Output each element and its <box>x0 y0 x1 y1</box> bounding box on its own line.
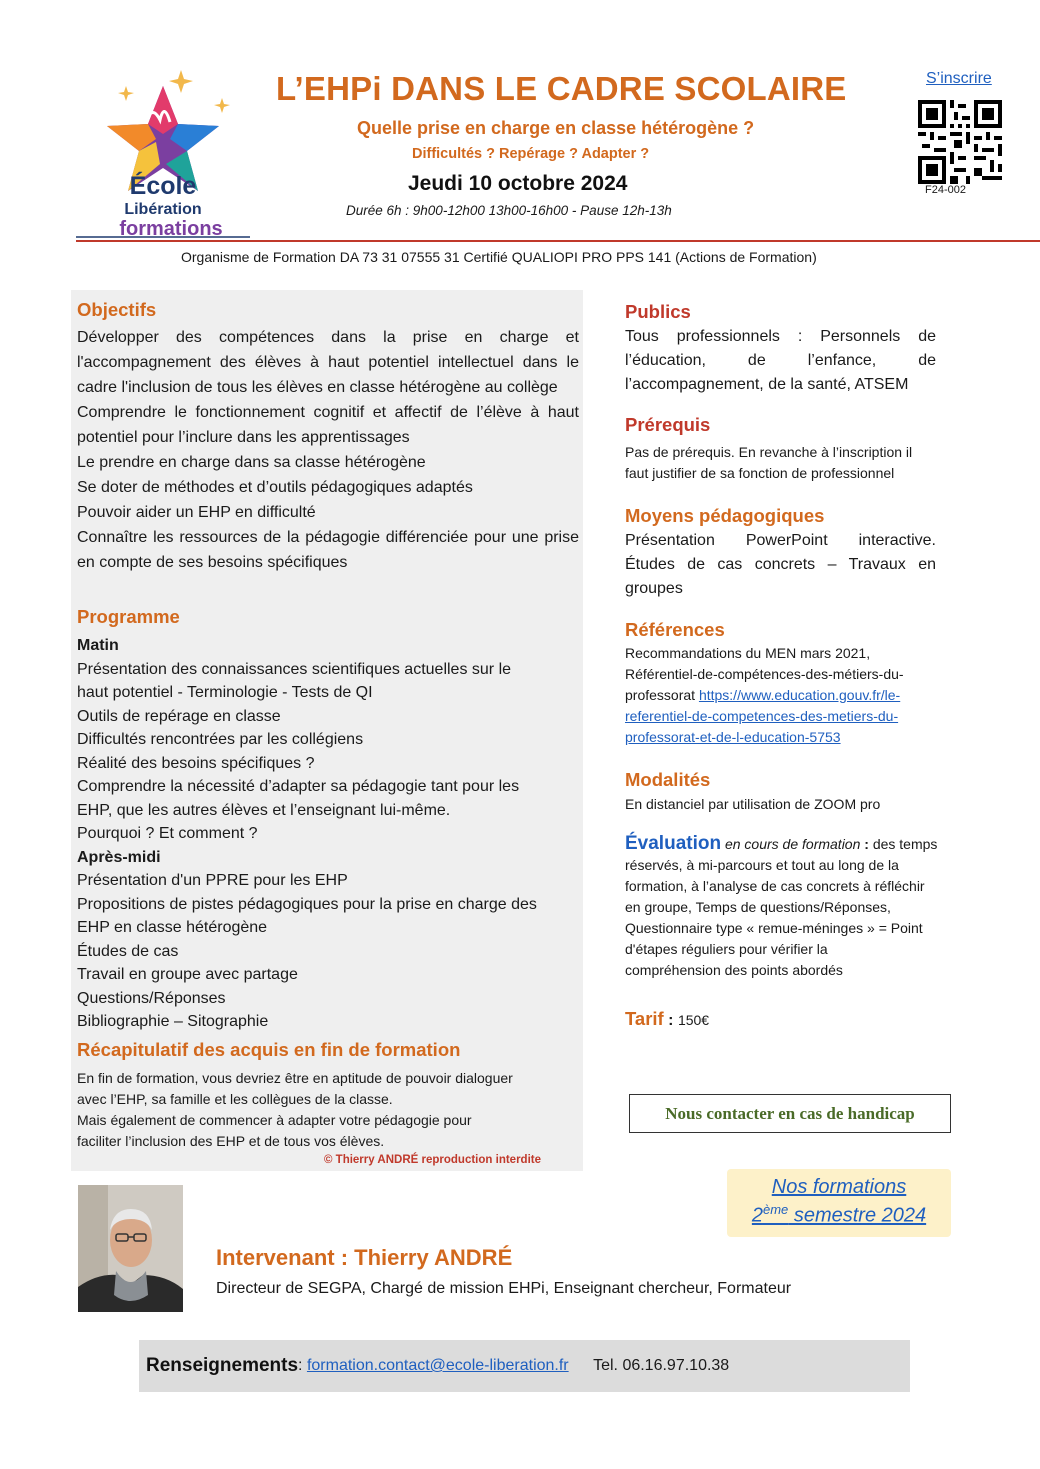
formations-link-line2[interactable]: 2ème semestre 2024 <box>751 1202 927 1227</box>
formations-link-line1[interactable]: Nos formations <box>771 1176 907 1198</box>
programme-item: Études de cas <box>77 942 179 960</box>
prerequis-text <box>625 442 955 484</box>
objectifs-list <box>77 325 579 575</box>
programme-item: Bibliographie – Sitographie <box>77 1013 269 1030</box>
objectifs-heading: Objectifs <box>77 299 157 320</box>
evaluation-line: des temps <box>872 836 938 852</box>
prerequis-line: faut justifier de sa fonction de professionnel <box>625 465 895 481</box>
modalites-text: En distanciel par utilisation de ZOOM pro <box>625 796 881 812</box>
logo-line3: formations <box>119 218 223 240</box>
speaker-role: Directeur de SEGPA, Chargé de mission EHPi, Enseignant chercheur, Formateur <box>216 1280 792 1297</box>
references-text <box>625 643 965 748</box>
programme-item: Pourquoi ? Et comment ? <box>77 825 258 842</box>
evaluation-section <box>625 833 975 981</box>
contact-phone: Tel. 06.16.97.10.38 <box>593 1357 730 1374</box>
evaluation-line: réservés, à mi-parcours et tout au long de la <box>625 857 899 873</box>
recap-line: En fin de formation, vous devriez être en aptitude de pouvoir dialoguer <box>77 1070 513 1086</box>
page-title: L’EHPi DANS LE CADRE SCOLAIRE <box>276 70 847 107</box>
reference-line: professorat <box>625 687 699 703</box>
programme-item: haut potentiel - Terminologie - Tests de QI <box>77 684 373 701</box>
reference-link[interactable]: referentiel-de-competences-des-metiers-du- <box>625 708 899 724</box>
reference-line: Référentiel-de-compétences-des-métiers-du- <box>625 666 904 682</box>
header-divider <box>76 240 1040 242</box>
handicap-contact-box[interactable]: Nous contacter en cas de handicap <box>629 1094 951 1133</box>
programme-item: Réalité des besoins spécifiques ? <box>77 754 315 772</box>
programme-item: Questions/Réponses <box>77 989 226 1007</box>
contact-label: Renseignements <box>146 1355 299 1376</box>
programme-item: EHP, que les autres élèves et l’enseignant lui-même. <box>77 801 451 819</box>
reference-line: Recommandations du MEN mars 2021, <box>625 645 871 661</box>
ecole-liberation-logo <box>74 64 252 242</box>
programme-content <box>77 634 579 1034</box>
session-duration: Durée 6h : 9h00-12h00 13h00-16h00 - Pause 12h-13h <box>346 203 672 218</box>
objectif-item: Se doter de méthodes et d’outils pédagogiques adaptés <box>77 479 473 496</box>
evaluation-line: d'étapes réguliers pour vérifier la <box>625 941 828 957</box>
tarif-value: 150€ <box>677 1012 710 1028</box>
evaluation-line: formation, à l’analyse de cas concrets à réfléchir <box>625 878 925 894</box>
recap-line: faciliter l’inclusion des EHP et de tous vos élèves. <box>77 1133 385 1149</box>
apresmidi-label: Après-midi <box>77 848 161 866</box>
evaluation-colon: : <box>860 836 873 852</box>
recap-line: Mais également de commencer à adapter votre pédagogie pour <box>77 1112 472 1128</box>
tarif <box>625 1008 709 1030</box>
programme-heading: Programme <box>77 606 180 627</box>
tarif-colon: : <box>663 1012 678 1029</box>
session-date: Jeudi 10 octobre 2024 <box>408 172 628 195</box>
prerequis-heading: Prérequis <box>625 414 711 435</box>
moyens-text: Présentation PowerPoint interactive. Études de cas concrets – Travaux en groupes <box>625 532 936 597</box>
references-heading: Références <box>625 619 725 640</box>
objectif-item: Connaître les ressources de la pédagogie différenciée pour une prise en compte de ses besoins spécifiques <box>77 529 579 571</box>
publics-text: Tous professionnels : Personnels de l’éducation, de l’enfance, de l’accompagnement, de la santé, ATSEM <box>625 328 936 393</box>
logo-line1: École <box>129 172 197 200</box>
qr-code-reference: F24-002 <box>925 184 966 196</box>
organisation-info: Organisme de Formation DA 73 31 07555 31 Certifié QUALIOPI PRO PPS 141 (Actions de Formation) <box>181 249 817 265</box>
evaluation-line: en groupe, Temps de questions/Réponses, <box>625 899 891 915</box>
reference-link[interactable]: https://www.education.gouv.fr/le- <box>698 687 901 703</box>
recap-heading: Récapitulatif des acquis en fin de formation <box>77 1039 461 1060</box>
subtitle: Quelle prise en charge en classe hétérogène ? <box>357 118 755 138</box>
programme-item: Outils de repérage en classe <box>77 707 281 725</box>
modalites-heading: Modalités <box>625 769 711 790</box>
contact-bar <box>139 1340 910 1392</box>
reference-link[interactable]: professorat-et-de-l-education-5753 <box>625 729 841 745</box>
subtitle-questions: Difficultés ? Repérage ? Adapter ? <box>412 146 650 162</box>
programme-item: Travail en groupe avec partage <box>77 966 298 983</box>
programme-item: EHP en classe hétérogène <box>77 919 268 936</box>
speaker-photo <box>78 1185 183 1312</box>
programme-item: Difficultés rencontrées par les collégiens <box>77 731 364 748</box>
copyright-notice: © Thierry ANDRÉ reproduction interdite <box>324 1154 541 1166</box>
tarif-label: Tarif <box>625 1008 664 1029</box>
programme-item: Propositions de pistes pédagogiques pour la prise en charge des <box>77 895 537 913</box>
nos-formations-link[interactable] <box>727 1169 951 1237</box>
logo-line2: Libération <box>124 201 202 218</box>
programme-item: Présentation d'un PPRE pour les EHP <box>77 872 348 889</box>
objectif-item: Développer des compétences dans la prise en charge et l'accompagnement des élèves à haut potentiel intellectuel dans le cadre l'inclusion de tous les élèves en classe hétérogène au collège <box>77 329 579 396</box>
publics-heading: Publics <box>625 301 691 322</box>
prerequis-line: Pas de prérequis. En revanche à l’inscription il <box>625 444 913 460</box>
qr-code-icon[interactable] <box>918 100 1002 184</box>
objectif-item: Pouvoir aider un EHP en difficulté <box>77 504 316 521</box>
register-link[interactable]: S’inscrire <box>926 70 992 87</box>
contact-email-link[interactable]: formation.contact@ecole-liberation.fr <box>306 1357 569 1374</box>
speaker-name: Intervenant : Thierry ANDRÉ <box>216 1245 513 1270</box>
evaluation-line: compréhension des points abordés <box>625 962 843 978</box>
programme-item: Présentation des connaissances scientifiques actuelles sur le <box>77 660 512 678</box>
objectif-item: Comprendre le fonctionnement cognitif et affectif de l’élève à haut potentiel pour l’inclure dans les apprentissages <box>77 404 579 446</box>
recap-text <box>77 1068 579 1152</box>
evaluation-qualifier: en cours de formation <box>724 836 861 852</box>
evaluation-heading: Évaluation <box>625 833 722 854</box>
contact-separator: : <box>298 1357 307 1374</box>
moyens-heading: Moyens pédagogiques <box>625 505 825 526</box>
matin-label: Matin <box>77 637 119 654</box>
objectif-item: Le prendre en charge dans sa classe hétérogène <box>77 454 426 471</box>
evaluation-line: Questionnaire type « remue-méninges » = Point <box>625 920 923 936</box>
programme-item: Comprendre la nécessité d’adapter sa pédagogie tant pour les <box>77 778 520 795</box>
recap-line: avec l’EHP, sa famille et les collègues de la classe. <box>77 1091 393 1107</box>
